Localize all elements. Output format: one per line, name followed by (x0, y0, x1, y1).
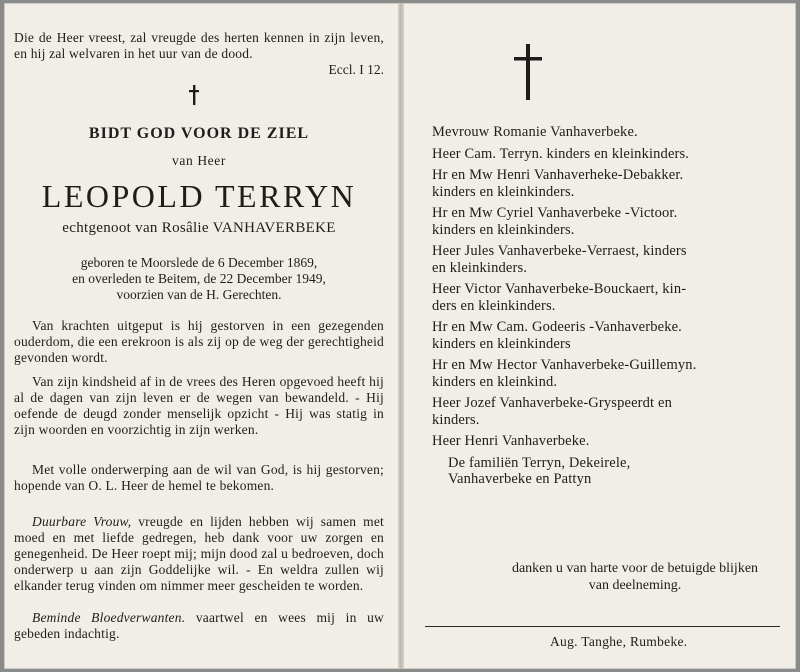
right-page (410, 0, 780, 666)
paragraph-4-body: vreugde en lijden hebben wij samen met moed en met liefde gedregen, heb dank voor uw zorgen en genegenheid. De Heer roept mij; mijn dood zal u bedroeven, doch onderwerp u aan zijn Goddelijke wil. - En weldra zullen wij elkander terug vinden om nimmer meer gescheiden te worden. (14, 514, 384, 593)
family-entry-8 (432, 357, 772, 390)
family-entry-6 (432, 281, 772, 314)
family-entry-10 (432, 433, 772, 450)
family-entry-line-2: ders en kleinkinders. (432, 297, 556, 314)
family-entry-line: Heer Henri Vanhaverbeke. (432, 433, 590, 449)
quote-source: Eccl. I 12. (328, 62, 384, 77)
small-cross-icon (187, 84, 201, 106)
family-entry-line: Heer Jozef Vanhaverbeke-Gryspeerdt en (432, 395, 672, 411)
paragraph-4 (14, 514, 384, 594)
paragraph-5-lead: Beminde Bloedverwanten. (32, 610, 186, 625)
family-entry-line-2: kinders en kleinkinders (432, 335, 571, 352)
family-entry-line: Heer Victor Vanhaverbeke-Bouckaert, kin- (432, 281, 687, 297)
van-heer-label: van Heer (172, 153, 226, 168)
family-entry-line-2: kinders en kleinkinders. (432, 221, 575, 238)
thanks-text: danken u van harte voor de betuigde blijken van deelneming. (511, 561, 759, 593)
family-entry-7 (432, 319, 772, 352)
paragraph-2 (14, 374, 384, 438)
family-entry-1 (432, 124, 772, 141)
extended-families-line-1: De familiën Terryn, Dekeirele, (448, 454, 631, 471)
birth-line: geboren te Moorslede de 6 December 1869, (80, 255, 318, 270)
prayer-heading: BIDT GOD VOOR DE ZIEL (88, 125, 310, 142)
paragraph-1-text: Van krachten uitgeput is hij gestorven in een gezegenden ouderdom, die een erekroon is als zij op de weg der gerechtigheid gevonden wordt. (14, 318, 384, 365)
family-entry-line-2: kinders. (432, 411, 480, 428)
family-entry-line-2: kinders en kleinkind. (432, 373, 558, 390)
family-entry-line: Hr en Mw Hector Vanhaverbeke-Guillemyn. (432, 357, 697, 373)
scripture-quote (14, 30, 384, 62)
card-fold (398, 3, 404, 669)
family-entry-3 (432, 167, 772, 200)
death-line: en overleden te Beitem, de 22 December 1949, (72, 271, 326, 286)
life-dates (14, 255, 384, 303)
paragraph-2-text: Van zijn kindsheid af in de vrees des Heren opgevoed heeft hij al de dagen van zijn leven er de wegen van bewandeld. - Hij oefende de deugd zonder menselijk opzicht - Hij was statig in zijn woorden en voorzichtig in zijn werken. (14, 374, 384, 437)
paragraph-3 (14, 462, 384, 494)
family-entry-2 (432, 146, 772, 163)
quote-text: Die de Heer vreest, zal vreugde des herten kennen in zijn leven, en hij zal welvaren in het uur van de dood. (14, 30, 384, 61)
large-cross-icon (514, 44, 542, 100)
divider-line (425, 626, 780, 627)
family-entry-line: Hr en Mw Cam. Godeeris -Vanhaverbeke. (432, 319, 682, 335)
deceased-name: LEOPOLD TERRYN (41, 178, 357, 214)
family-entry-line: Heer Jules Vanhaverbeke-Verraest, kinders (432, 243, 687, 259)
spouse-line: echtgenoot van Rosâlie VANHAVERBEKE (62, 220, 336, 236)
paragraph-3-text: Met volle onderwerping aan de wil van God, is hij gestorven; hopende van O. L. Heer de hemel te bekomen. (14, 462, 384, 493)
left-page (14, 0, 384, 666)
paragraph-5 (14, 610, 384, 642)
family-entry-9 (432, 395, 772, 428)
paragraph-1 (14, 318, 384, 366)
family-entry-line-2: kinders en kleinkinders. (432, 183, 575, 200)
family-entry-line-2: en kleinkinders. (432, 259, 528, 276)
extended-families (448, 455, 772, 488)
printer-credit: Aug. Tanghe, Rumbeke. (550, 634, 688, 649)
extended-families-line-2: Vanhaverbeke en Pattyn (448, 471, 592, 487)
paragraph-4-text (14, 514, 384, 594)
family-entry-line: Hr en Mw Cyriel Vanhaverbeke -Victoor. (432, 205, 678, 221)
paragraph-5-text (14, 610, 384, 642)
family-entry-line: Mevrouw Romanie Vanhaverbeke. (432, 124, 638, 140)
family-entry-4 (432, 205, 772, 238)
sacraments-line: voorzien van de H. Gerechten. (116, 287, 282, 302)
family-entry-5 (432, 243, 772, 276)
paragraph-5-body: vaartwel en wees mij in uw gebeden indachtig. (14, 610, 384, 641)
family-list (432, 124, 772, 488)
family-entry-line: Heer Cam. Terryn. kinders en kleinkinders. (432, 145, 690, 162)
family-entry-line: Hr en Mw Henri Vanhaverheke-Debakker. (432, 167, 684, 183)
paragraph-4-lead: Duurbare Vrouw, (32, 514, 132, 529)
